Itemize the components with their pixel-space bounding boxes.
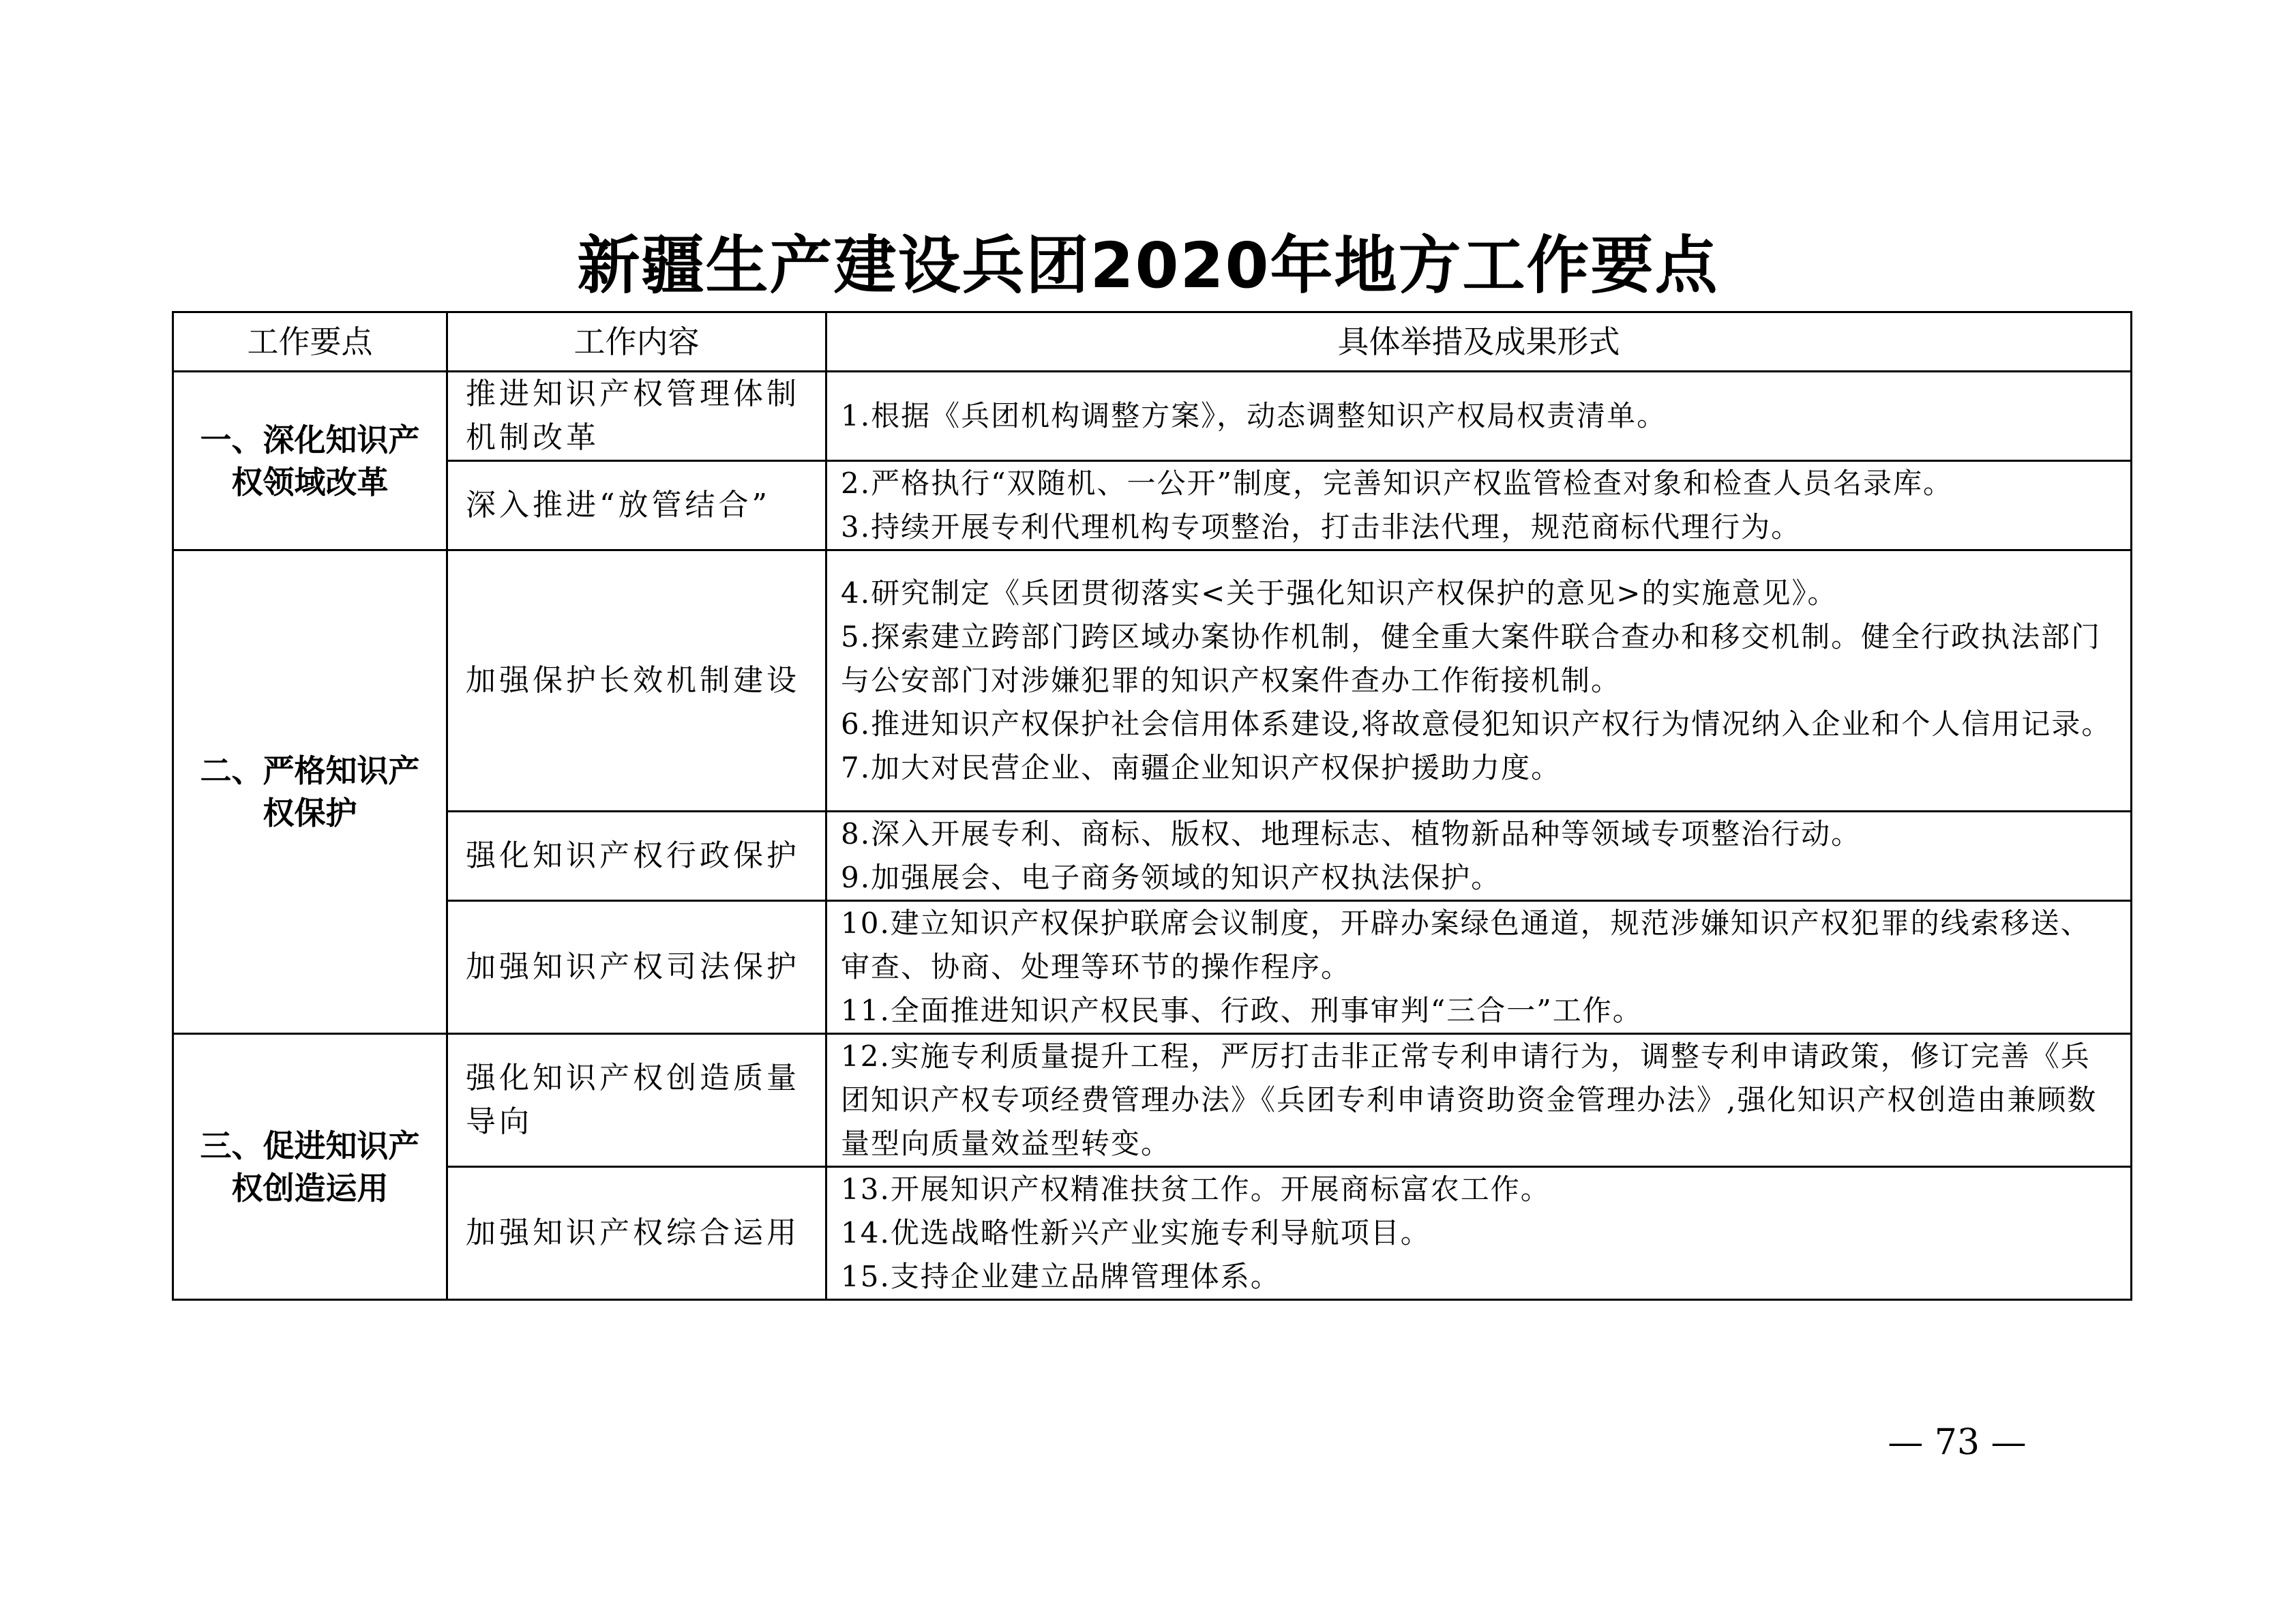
measures-cell bbox=[826, 372, 2132, 461]
table-row bbox=[173, 1167, 2132, 1300]
work-content-cell: 强化知识产权行政保护 bbox=[447, 812, 826, 901]
measure-item: 3.持续开展专利代理机构专项整治，打击非法代理，规范商标代理行为。 bbox=[841, 510, 1802, 544]
header-work-point: 工作要点 bbox=[173, 312, 447, 372]
page-number: — 73 — bbox=[1888, 1422, 2027, 1463]
work-content-cell: 加强知识产权综合运用 bbox=[447, 1167, 826, 1300]
work-content-cell: 加强知识产权司法保护 bbox=[447, 901, 826, 1034]
measure-item: 11.全面推进知识产权民事、行政、刑事审判“三合一”工作。 bbox=[841, 994, 1643, 1027]
work-points-table bbox=[172, 311, 2132, 1301]
measure-item: 9.加强展会、电子商务领域的知识产权执法保护。 bbox=[841, 861, 1502, 894]
measures-cell bbox=[826, 1167, 2132, 1300]
category-cell: 一、深化知识产权领域改革 bbox=[173, 372, 447, 550]
measure-item: 6.推进知识产权保护社会信用体系建设,将故意侵犯知识产权行为情况纳入企业和个人信用记录。 bbox=[841, 707, 2112, 741]
measure-item: 7.加大对民营企业、南疆企业知识产权保护援助力度。 bbox=[841, 751, 1562, 784]
measure-item: 15.支持企业建立品牌管理体系。 bbox=[841, 1260, 1281, 1293]
work-content-cell: 推进知识产权管理体制机制改革 bbox=[447, 372, 826, 461]
header-work-content: 工作内容 bbox=[447, 312, 826, 372]
table-header-row bbox=[173, 312, 2132, 372]
table-row bbox=[173, 901, 2132, 1034]
measure-item: 1.根据《兵团机构调整方案》，动态调整知识产权局权责清单。 bbox=[841, 399, 1667, 432]
table-row bbox=[173, 461, 2132, 550]
work-content-cell: 深入推进“放管结合” bbox=[447, 461, 826, 550]
category-cell: 二、严格知识产权保护 bbox=[173, 550, 447, 1034]
table-row bbox=[173, 812, 2132, 901]
measure-item: 12.实施专利质量提升工程，严厉打击非正常专利申请行为，调整专利申请政策，修订完善《兵团知识产权专项经费管理办法》《兵团专利申请资助资金管理办法》,强化知识产权创造由兼顾数量型向质量效益型转变。 bbox=[841, 1039, 2098, 1160]
measure-item: 14.优选战略性新兴产业实施专利导航项目。 bbox=[841, 1216, 1431, 1250]
measures-cell bbox=[826, 1034, 2132, 1167]
measure-item: 8.深入开展专利、商标、版权、地理标志、植物新品种等领域专项整治行动。 bbox=[841, 817, 1862, 851]
table-row bbox=[173, 550, 2132, 812]
work-content-cell: 加强保护长效机制建设 bbox=[447, 550, 826, 812]
work-content-cell: 强化知识产权创造质量导向 bbox=[447, 1034, 826, 1167]
measure-item: 4.研究制定《兵团贯彻落实<关于强化知识产权保护的意见>的实施意见》。 bbox=[841, 576, 1838, 610]
measure-item: 2.严格执行“双随机、一公开”制度，完善知识产权监管检查对象和检查人员名录库。 bbox=[841, 467, 1954, 500]
measure-item: 5.探索建立跨部门跨区域办案协作机制，健全重大案件联合查办和移交机制。健全行政执法部门与公安部门对涉嫌犯罪的知识产权案件查办工作衔接机制。 bbox=[841, 620, 2102, 697]
measures-cell bbox=[826, 550, 2132, 812]
measure-item: 10.建立知识产权保护联席会议制度，开辟办案绿色通道，规范涉嫌知识产权犯罪的线索移送、审查、协商、处理等环节的操作程序。 bbox=[841, 906, 2091, 984]
measures-cell bbox=[826, 901, 2132, 1034]
table-row bbox=[173, 1034, 2132, 1167]
page-title: 新疆生产建设兵团2020年地方工作要点 bbox=[577, 229, 1719, 302]
category-cell: 三、促进知识产权创造运用 bbox=[173, 1034, 447, 1300]
header-measures: 具体举措及成果形式 bbox=[826, 312, 2132, 372]
table-row bbox=[173, 372, 2132, 461]
measure-item: 13.开展知识产权精准扶贫工作。开展商标富农工作。 bbox=[841, 1172, 1551, 1206]
measures-cell bbox=[826, 812, 2132, 901]
measures-cell bbox=[826, 461, 2132, 550]
